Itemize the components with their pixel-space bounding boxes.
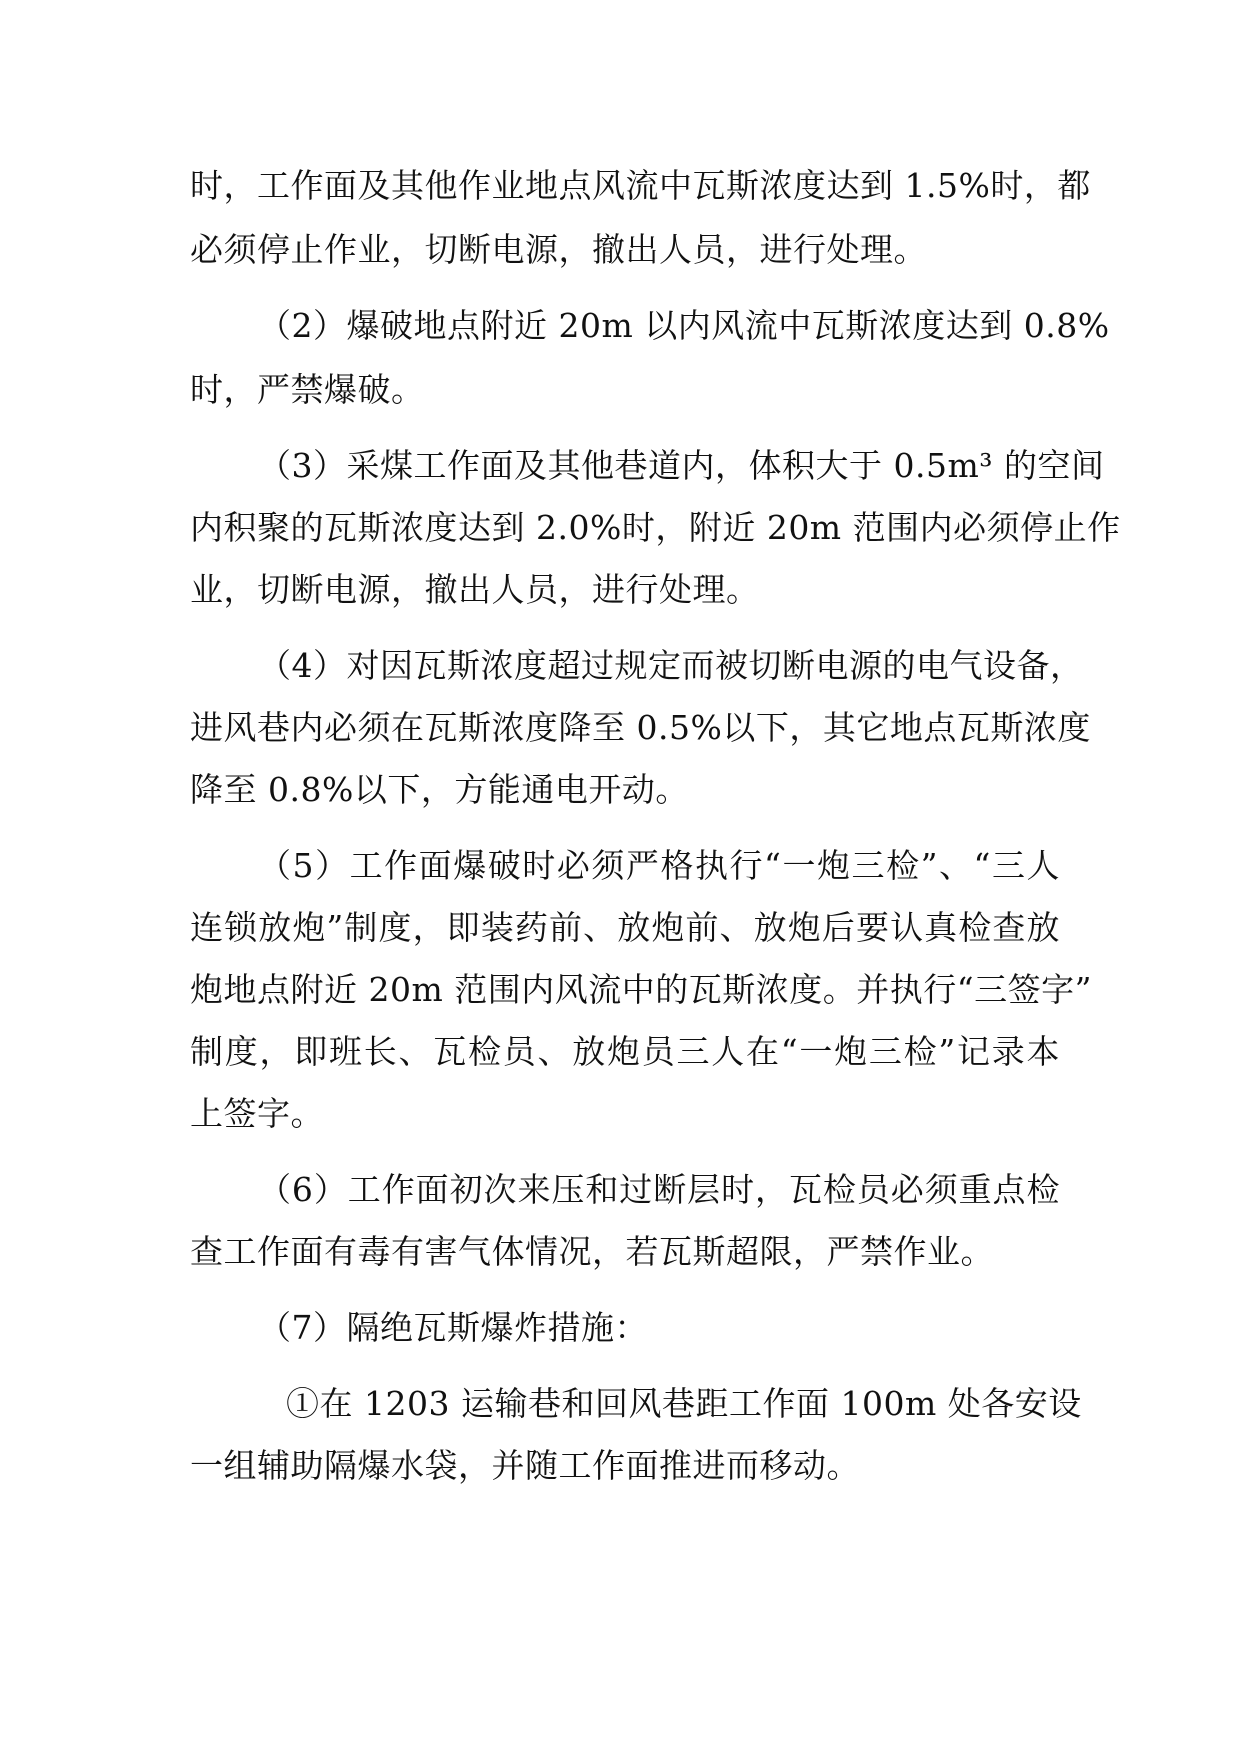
paragraph-line: （2）爆破地点附近 20m 以内风流中瓦斯浓度达到 0.8% [258, 306, 1110, 345]
paragraph-line: 内积聚的瓦斯浓度达到 2.0%时，附近 20m 范围内必须停止作 [190, 508, 1121, 547]
paragraph-line: （7）隔绝瓦斯爆炸措施： [258, 1308, 648, 1347]
paragraph-line: （5）工作面爆破时必须严格执行“一炮三检”、“三人 [258, 846, 1060, 885]
paragraph-line: ①在 1203 运输巷和回风巷距工作面 100m 处各安设 [286, 1384, 1082, 1423]
paragraph-line: 业，切断电源，撤出人员，进行处理。 [190, 570, 760, 609]
paragraph-line: 连锁放炮”制度，即装药前、放炮前、放炮后要认真检查放 [190, 908, 1060, 947]
paragraph-line: （3）采煤工作面及其他巷道内，体积大于 0.5m³ 的空间 [258, 446, 1105, 485]
paragraph-line: 制度，即班长、瓦检员、放炮员三人在“一炮三检”记录本 [190, 1032, 1060, 1071]
paragraph-line: 时，严禁爆破。 [190, 370, 425, 409]
paragraph-line: 进风巷内必须在瓦斯浓度降至 0.5%以下，其它地点瓦斯浓度 [190, 708, 1091, 747]
paragraph-line: （4）对因瓦斯浓度超过规定而被切断电源的电气设备， [258, 646, 1084, 685]
paragraph-line: 一组辅助隔爆水袋，并随工作面推进而移动。 [190, 1446, 860, 1485]
paragraph-line: 必须停止作业，切断电源，撤出人员，进行处理。 [190, 230, 927, 269]
paragraph-line: 降至 0.8%以下，方能通电开动。 [190, 770, 689, 809]
paragraph-line: 上签字。 [190, 1094, 324, 1133]
paragraph-line: （6）工作面初次来压和过断层时，瓦检员必须重点检 [258, 1170, 1060, 1209]
paragraph-line: 炮地点附近 20m 范围内风流中的瓦斯浓度。并执行“三签字” [190, 970, 1093, 1009]
paragraph-line: 时，工作面及其他作业地点风流中瓦斯浓度达到 1.5%时，都 [190, 166, 1091, 205]
paragraph-line: 查工作面有毒有害气体情况，若瓦斯超限，严禁作业。 [190, 1232, 994, 1271]
